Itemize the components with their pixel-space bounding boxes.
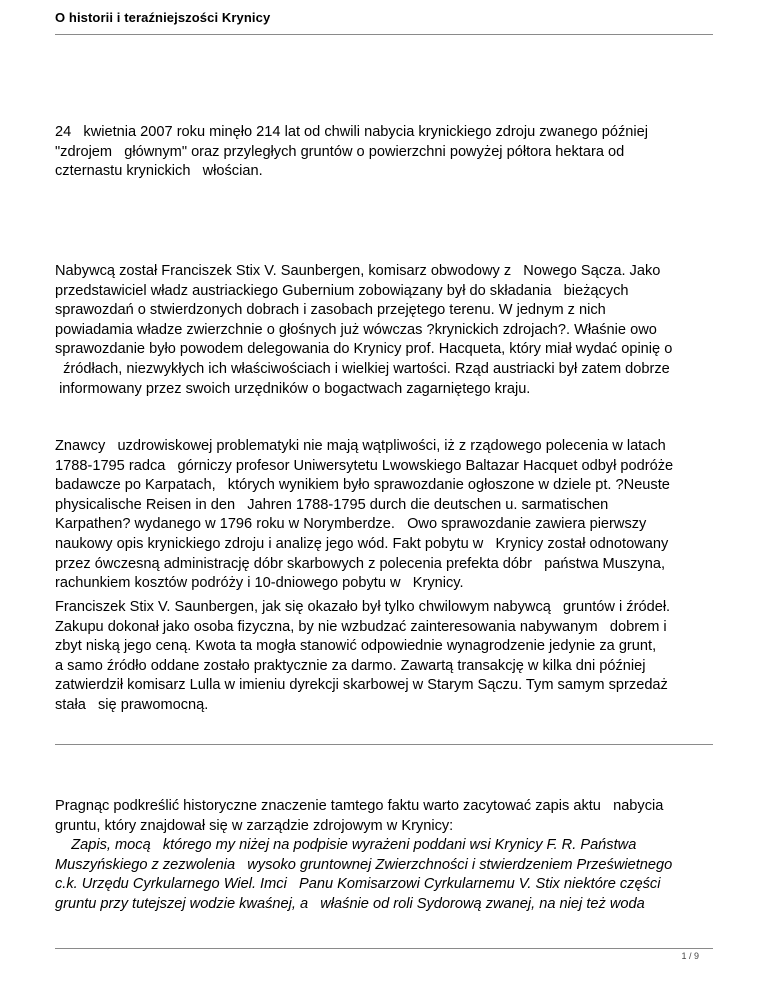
header-divider [55, 34, 713, 35]
quoted-deed-text: Zapis, mocą którego my niżej na podpisie wyrażeni poddani wsi Krynicy F. R. Państwa Muszyńskiego z zezwolenia wysoko gruntownej Zwierzchności i stwierdzeniem Prześwietnego c.k. Urzędu Cyrkularnego Wiel. Imci Panu Komisarzowi Cyrkularnemu V. Stix niektóre części gruntu przy tutejszej wodzie kwaśnej, a właśnie od roli Sydorową zwanej, na niej też woda [55, 837, 673, 912]
footer-divider [55, 948, 713, 949]
paragraph-1: 24 kwietnia 2007 roku minęło 214 lat od chwili nabycia krynickiego zdroju zwanego później "zdrojem głównym" oraz przyległych gruntów o powierzchni powyżej półtora hektara od czternastu krynickich włościan. [55, 124, 649, 180]
section-divider [55, 744, 713, 745]
paragraph-4: Franciszek Stix V. Saunbergen, jak się okazało był tylko chwilowym nabywcą gruntów i źródeł. Zakupu dokonał jako osoba fizyczna, by nie wzbudzać zainteresowania nabywanym dobrem i zbyt niską jego ceną. Kwota ta mogła stanowić odpowiednie wynagrodzenie jedynie za grunt, a samo źródło oddane zostało praktycznie za darmo. Zawartą transakcję w kilka dni później zatwierdził komisarz Lulla w imieniu dyrekcji skarbowej w Starym Sączu. Tym samym sprzedaż stała się prawomocną. [55, 599, 671, 713]
page-number: 1 / 9 [681, 951, 699, 961]
paragraph-5 [55, 797, 720, 915]
page-header-title: O historii i teraźniejszości Krynicy [55, 10, 271, 25]
paragraph-5-intro: Pragnąc podkreślić historyczne znaczenie tamtego faktu warto zacytować zapis aktu nabycia gruntu, który znajdował się w zarządzie zdrojowym w Krynicy: [55, 798, 664, 834]
paragraph-2: Nabywcą został Franciszek Stix V. Saunbergen, komisarz obwodowy z Nowego Sącza. Jako przedstawiciel władz austriackiego Gubernium zobowiązany był do składania bieżących sprawozdań o stwierdzonych dobrach i zasobach przejętego terenu. W jednym z nich powiadamia władze zwierzchnie o głośnych już wówczas ?krynickich zdrojach?. Właśnie owo sprawozdanie było powodem delegowania do Krynicy prof. Hacqueta, który miał wydać opinię o źródłach, niezwykłych ich właściwościach i wielkiej wartości. Rząd austriacki był zatem dobrze informowany przez swoich urzędników o bogactwach zagarniętego kraju. [55, 263, 673, 397]
paragraph-3: Znawcy uzdrowiskowej problematyki nie mają wątpliwości, iż z rządowego polecenia w latach 1788-1795 radca górniczy profesor Uniwersytetu Lwowskiego Baltazar Hacquet odbył podróże badawcze po Karpatach, których wynikiem było sprawozdanie ogłoszone w dziele pt. ?Neuste physicalische Reisen in den Jahren 1788-1795 durch die deutschen u. sarmatischen Karpathen? wydanego w 1796 roku w Norymberdze. Owo sprawozdanie zawiera pierwszy naukowy opis krynickiego zdroju i analizę jego wód. Fakt pobytu w Krynicy został odnotowany przez ówczesną administrację dóbr skarbowych z polecenia prefekta dóbr państwa Muszyna, rachunkiem kosztów podróży i 10-dniowego pobytu w Krynicy. [55, 438, 674, 592]
